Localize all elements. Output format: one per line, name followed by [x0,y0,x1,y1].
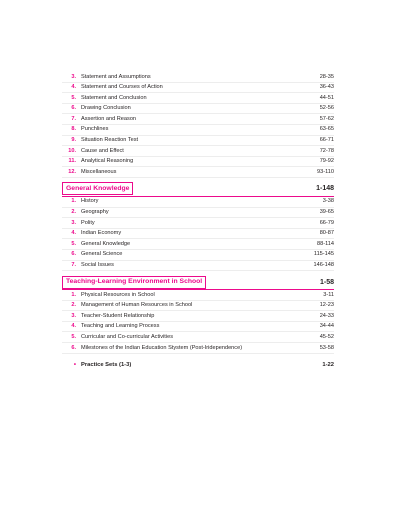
toc-row [62,208,334,219]
chapter-pages: 52-56 [319,105,334,112]
chapter-number: 1. [71,198,76,205]
toc-row [62,322,334,333]
toc-row [62,239,334,250]
chapter-pages: 53-58 [319,344,334,351]
chapter-number: 10. [68,147,76,154]
toc-row [62,167,334,178]
chapter-number: 4. [71,230,76,237]
chapter-number: 4. [71,84,76,91]
chapter-title: Physical Resources in School [81,291,155,298]
chapter-pages: 36-43 [319,84,334,91]
chapter-title: Miscellaneous [81,168,117,175]
chapter-title: Statement and Courses of Action [81,84,163,91]
toc-row [62,250,334,261]
chapter-number: 5. [71,240,76,247]
chapter-number: 9. [71,137,76,144]
general-knowledge-chapter-list [62,197,334,271]
bullet-icon: • [73,362,76,369]
toc-row [62,104,334,115]
chapter-title: Milestones of the Indian Education Stystem (Post-Iridependence) [81,344,243,351]
chapter-title: Curricular and Co-curricular Activities [81,333,174,340]
chapter-pages: 66-79 [319,219,334,226]
chapter-pages: 45-52 [319,333,334,340]
chapter-title: Geography [81,209,109,216]
chapter-title: Teaching and Learning Process [81,323,160,330]
chapter-number: 6. [71,251,76,258]
chapter-pages: 66-71 [319,137,334,144]
chapter-title: Polity [81,219,95,226]
toc-row [62,72,334,83]
table-of-contents [62,72,334,371]
toc-row [62,125,334,136]
chapter-pages: 88-114 [316,240,334,247]
chapter-pages: 79-92 [319,158,334,165]
chapter-pages: 146-148 [313,262,334,268]
toc-row [62,311,334,322]
chapter-title: Situation Reaction Test [81,137,139,144]
chapter-title: Management of Human Resources in School [81,302,193,309]
practice-sets-row [62,360,334,371]
chapter-title: Social Issues [81,262,114,268]
toc-row [62,229,334,240]
chapter-title: Assertion and Reason [81,115,137,122]
toc-row [62,114,334,125]
chapter-pages: 44-51 [319,94,334,101]
chapter-pages: 63-65 [319,126,334,133]
section-title: General Knowledge [62,182,133,195]
chapter-number: 5. [71,333,76,340]
section-pages: 1-58 [319,278,334,286]
chapter-pages: 72-78 [319,147,334,154]
chapter-number: 8. [71,126,76,133]
chapter-pages: 28-35 [319,73,334,80]
chapter-pages: 115-145 [313,251,334,258]
reasoning-chapter-list [62,72,334,178]
chapter-title: Teacher-Student Relationship [81,312,155,319]
chapter-number: 7. [71,262,76,268]
practice-sets-pages: 1-22 [322,362,334,369]
chapter-number: 3. [71,219,76,226]
chapter-title: Cause and Effect [81,147,124,154]
chapter-number: 5. [71,94,76,101]
practice-sets-title: Practice Sets (1-3) [81,362,132,369]
chapter-number: 6. [71,105,76,112]
chapter-title: Drawing Conclusion [81,105,131,112]
section-title: Teaching-Learning Environment in School [62,276,206,289]
toc-row [62,93,334,104]
toc-row [62,157,334,168]
chapter-pages: 80-87 [319,230,334,237]
chapter-title: General Science [81,251,123,258]
chapter-pages: 57-62 [319,115,334,122]
chapter-number: 7. [71,115,76,122]
toc-row [62,290,334,301]
toc-row [62,301,334,312]
chapter-pages: 24-33 [319,312,334,319]
toc-row [62,197,334,208]
chapter-pages: 12-23 [319,302,334,309]
chapter-title: Analytical Reasoning [81,158,134,165]
chapter-number: 2. [71,209,76,216]
toc-row [62,261,334,272]
chapter-pages: 39-65 [319,209,334,216]
section-pages: 1-148 [316,185,334,193]
chapter-title: Statement and Assumptions [81,73,151,80]
chapter-title: General Knowledge [81,240,131,247]
chapter-pages: 3-38 [322,198,334,205]
chapter-number: 6. [71,344,76,351]
chapter-title: Indian Economy [81,230,122,237]
chapter-title: Punchlines [81,126,109,133]
section-header-general-knowledge [62,182,334,197]
chapter-pages: 93-110 [316,168,334,175]
chapter-title: History [81,198,99,205]
toc-row [62,146,334,157]
chapter-number: 11. [68,158,76,165]
toc-row [62,83,334,94]
chapter-number: 2. [71,302,76,309]
toc-row [62,136,334,147]
toc-row [62,343,334,354]
chapter-number: 4. [71,323,76,330]
chapter-number: 1. [71,291,76,298]
chapter-title: Statement and Conclusion [81,94,147,101]
toc-row [62,218,334,229]
section-header-teaching-learning [62,275,334,290]
toc-row [62,332,334,343]
teaching-learning-chapter-list [62,290,334,354]
chapter-number: 12. [68,168,76,175]
chapter-number: 3. [71,73,76,80]
chapter-pages: 3-11 [323,291,334,298]
chapter-pages: 34-44 [319,323,334,330]
chapter-number: 3. [71,312,76,319]
